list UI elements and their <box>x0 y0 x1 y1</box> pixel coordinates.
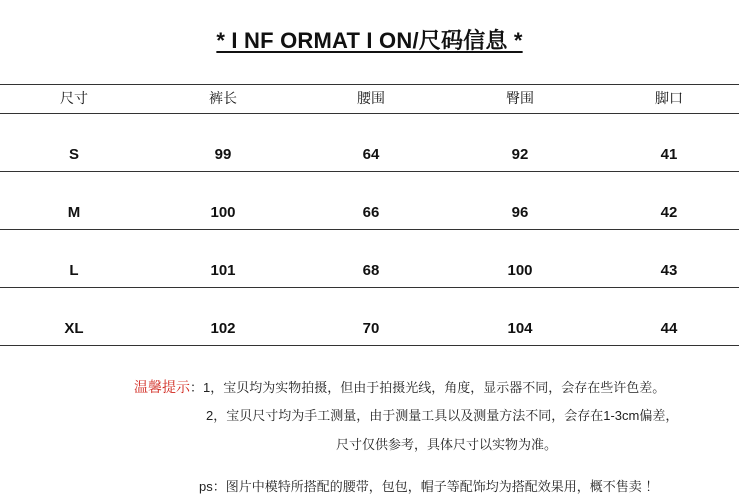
row-s-leg-opening: 41 <box>660 146 678 163</box>
row-s-waist: 64 <box>362 146 380 163</box>
header-leg-opening: 脚口 <box>655 90 683 106</box>
row-s-hip: 92 <box>511 146 529 163</box>
table-bottom-rule <box>0 345 739 346</box>
row-m-waist: 66 <box>362 204 380 221</box>
notes-text-1: ：1，宝贝均为实物拍摄，但由于拍摄光线，角度，显示器不同，会存在些许色差。 <box>190 380 666 395</box>
header-bottom-rule <box>0 113 739 114</box>
row-rule <box>0 229 739 230</box>
row-rule <box>0 171 739 172</box>
row-l-leg-opening: 43 <box>660 262 678 279</box>
row-xl-leg-opening: 44 <box>660 320 678 337</box>
row-m-leg-opening: 42 <box>660 204 678 221</box>
row-m-length: 100 <box>210 204 236 221</box>
row-rule <box>0 287 739 288</box>
notes-ps: ps：图片中模特所搭配的腰带，包包，帽子等配饰均为搭配效果用，概不售卖 ！ <box>199 479 659 494</box>
row-s-size: S <box>68 146 79 163</box>
header-hip: 臀围 <box>506 90 534 106</box>
row-xl-hip: 104 <box>507 320 533 337</box>
row-s-length: 99 <box>214 146 232 163</box>
notes-line-1 <box>134 378 665 397</box>
row-xl-length: 102 <box>210 320 236 337</box>
header-pants-length: 裤长 <box>209 90 237 106</box>
table-top-rule <box>0 84 739 85</box>
row-m-hip: 96 <box>511 204 529 221</box>
row-xl-waist: 70 <box>362 320 380 337</box>
header-waist: 腰围 <box>357 90 385 106</box>
notes-label: 温馨提示 <box>134 379 190 395</box>
row-m-size: M <box>67 204 81 221</box>
row-l-waist: 68 <box>362 262 380 279</box>
header-size: 尺寸 <box>60 90 88 106</box>
row-l-hip: 100 <box>507 262 533 279</box>
row-l-size: L <box>69 262 79 279</box>
notes-line-2: 2，宝贝尺寸均为手工测量，由于测量工具以及测量方法不同，会存在1-3cm偏差， <box>206 408 679 423</box>
page-title: * I NF ORMAT I ON/尺码信息 * <box>216 28 523 53</box>
notes-line-3: 尺寸仅供参考，具体尺寸以实物为准。 <box>336 437 558 452</box>
row-l-length: 101 <box>210 262 236 279</box>
row-xl-size: XL <box>64 320 84 337</box>
